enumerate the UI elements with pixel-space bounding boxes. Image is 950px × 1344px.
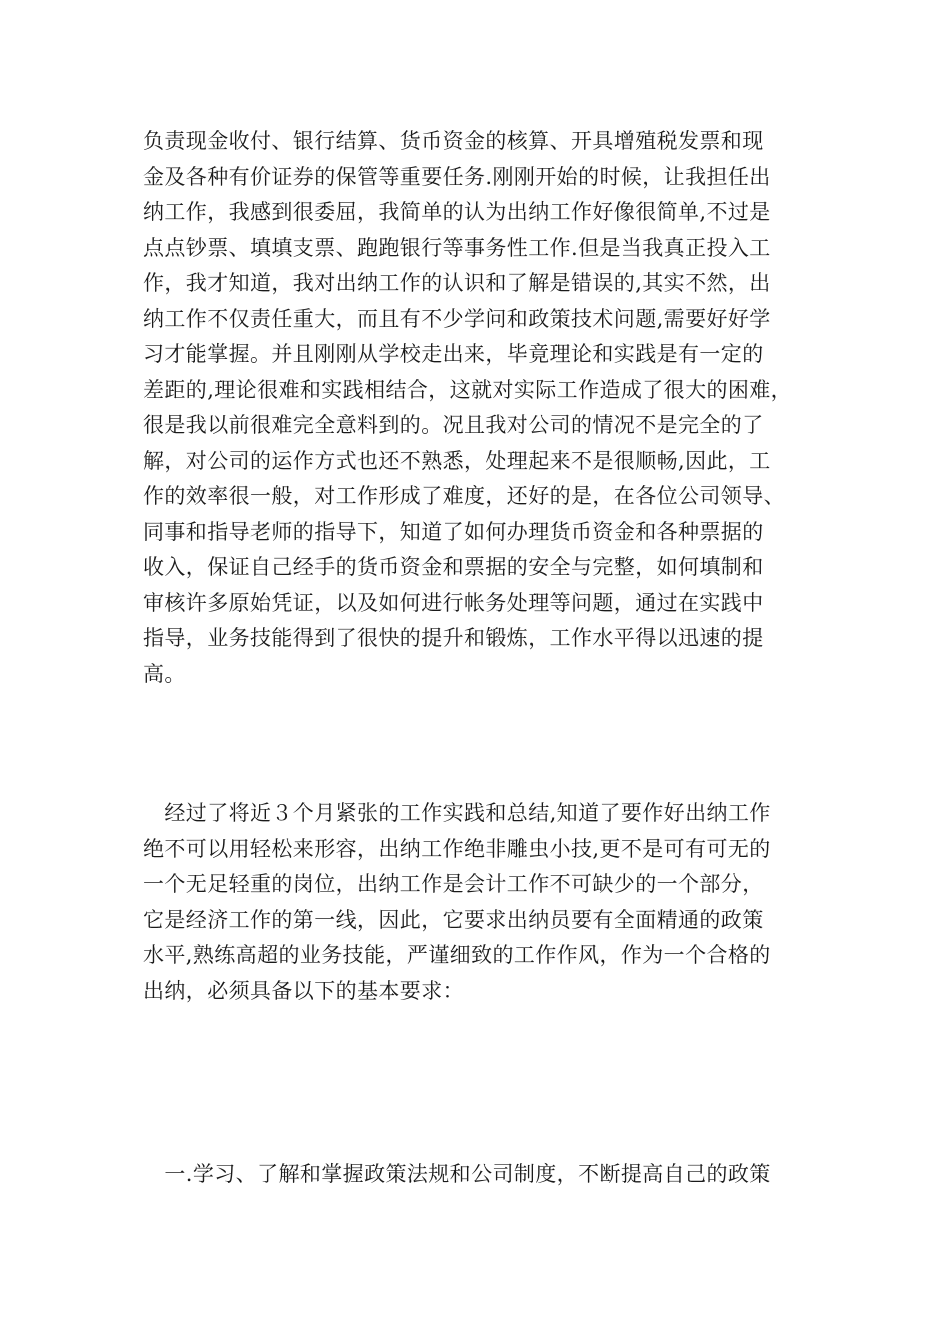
paragraph-line: 解，对公司的运作方式也还不熟悉，处理起来不是很顺畅,因此，工 (143, 448, 771, 473)
paragraph-line: 审核许多原始凭证，以及如何进行帐务处理等问题，通过在实践中 (143, 590, 764, 615)
paragraph-line: 高。 (143, 661, 186, 686)
paragraph-line: 点点钞票、填填支票、跑跑银行等事务性工作.但是当我真正投入工 (143, 235, 771, 260)
paragraph-line: 经过了将近３个月紧张的工作实践和总结,知道了要作好出纳工作 (143, 801, 771, 825)
paragraph-line: 绝不可以用轻松来形容，出纳工作绝非雕虫小技,更不是可有可无的 (143, 836, 771, 861)
paragraph-1 (143, 124, 808, 692)
paragraph-line: 差距的,理论很难和实践相结合，这就对实际工作造成了很大的困难， (143, 377, 793, 402)
paragraph-line: 纳工作不仅责任重大，而且有不少学问和政策技术问题,需要好好学 (143, 306, 771, 331)
paragraph-line: 习才能掌握。并且刚刚从学校走出来，毕竟理论和实践是有一定的 (143, 342, 764, 366)
paragraph-2 (143, 796, 808, 1009)
paragraph-line: 一个无足轻重的岗位，出纳工作是会计工作不可缺少的一个部分， (143, 872, 764, 896)
paragraph-line: 指导，业务技能得到了很快的提升和锻炼，工作水平得以迅速的提 (143, 626, 764, 650)
paragraph-line: 出纳，必须具备以下的基本要求： (143, 978, 464, 1003)
paragraph-line: 收入，保证自己经手的货币资金和票据的安全与完整，如何填制和 (143, 555, 764, 579)
paragraph-line: 金及各种有价证券的保管等重要任务.刚刚开始的时候，让我担任出 (143, 164, 771, 189)
paragraph-line: 负责现金收付、银行结算、货币资金的核算、开具增殖税发票和现 (143, 129, 764, 153)
paragraph-line: 水平,熟练高超的业务技能，严谨细致的工作作风，作为一个合格的 (143, 943, 771, 967)
paragraph-line: 作，我才知道，我对出纳工作的认识和了解是错误的,其实不然，出 (143, 271, 771, 295)
paragraph-line: 它是经济工作的第一线，因此，它要求出纳员要有全面精通的政策 (143, 907, 764, 932)
paragraph-line: 很是我以前很难完全意料到的。况且我对公司的情况不是完全的了 (143, 413, 764, 437)
paragraph-line: 作的效率很一般，对工作形成了难度，还好的是，在各位公司领导、 (143, 484, 785, 508)
paragraph-3 (143, 1157, 808, 1193)
paragraph-line: 纳工作，我感到很委屈，我简单的认为出纳工作好像很简单,不过是 (143, 200, 771, 224)
paragraph-line: 一.学习、了解和掌握政策法规和公司制度，不断提高自己的政策 (143, 1162, 771, 1186)
paragraph-line: 同事和指导老师的指导下，知道了如何办理货币资金和各种票据的 (143, 519, 764, 544)
